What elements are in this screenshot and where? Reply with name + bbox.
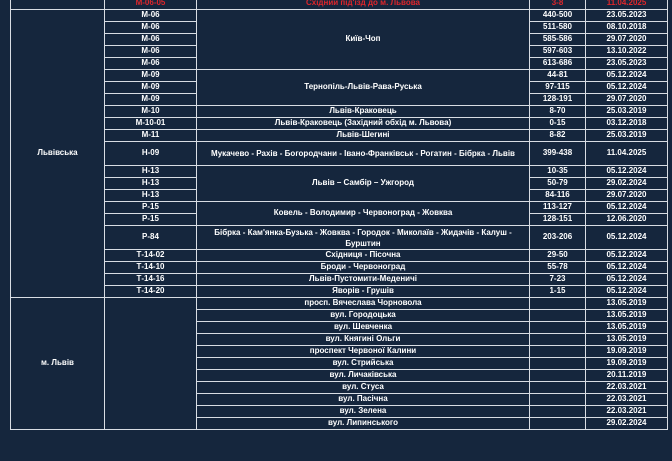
km-range-cell: 50-79: [530, 178, 586, 190]
km-range-cell: 97-115: [530, 82, 586, 94]
road-code-cell-blank: [105, 298, 197, 430]
km-range-cell: 128-191: [530, 94, 586, 106]
date-cell: 05.12.2024: [586, 166, 668, 178]
road-section-cell: Бібрка - Кам'янка-Бузька - Жовква - Городок - Миколаїв - Жидачів - Калуш - Бурштин: [197, 226, 530, 250]
date-cell: 29.07.2020: [586, 190, 668, 202]
road-section-cell: Київ-Чоп: [197, 10, 530, 70]
table-row: [11, 0, 668, 10]
date-cell: 29.07.2020: [586, 94, 668, 106]
date-cell: 08.10.2018: [586, 22, 668, 34]
road-code-cell: Т-14-20: [105, 286, 197, 298]
road-code-cell: Р-84: [105, 226, 197, 250]
date-cell: 03.12.2018: [586, 118, 668, 130]
table-row: [11, 250, 668, 262]
km-range-cell: [530, 334, 586, 346]
road-code-cell: Н-13: [105, 190, 197, 202]
road-section-cell: Львів-Шегині: [197, 130, 530, 142]
date-cell: 29.02.2024: [586, 418, 668, 430]
road-section-cell: Тернопіль-Львів-Рава-Руська: [197, 70, 530, 106]
km-range-cell: 0-15: [530, 118, 586, 130]
road-code-cell: Р-15: [105, 214, 197, 226]
table-row: [11, 70, 668, 82]
km-range-cell: 613-686: [530, 58, 586, 70]
table-row: [11, 262, 668, 274]
road-code-cell: Н-13: [105, 166, 197, 178]
road-code-cell: Т-14-10: [105, 262, 197, 274]
road-section-cell: Львів-Краковець: [197, 106, 530, 118]
road-section-cell: Ковель - Володимир - Червоноград - Жовква: [197, 202, 530, 226]
date-cell: 29.07.2020: [586, 34, 668, 46]
km-range-cell: [530, 322, 586, 334]
road-code-cell: М-06-05: [105, 0, 197, 10]
road-code-cell: М-10-01: [105, 118, 197, 130]
km-range-cell: 7-23: [530, 274, 586, 286]
km-range-cell: 128-151: [530, 214, 586, 226]
km-range-cell: 10-35: [530, 166, 586, 178]
road-code-cell: М-10: [105, 106, 197, 118]
road-code-cell: М-09: [105, 94, 197, 106]
road-code-cell: М-11: [105, 130, 197, 142]
table-row: [11, 226, 668, 250]
road-code-cell: М-06: [105, 58, 197, 70]
table-row: [11, 130, 668, 142]
km-range-cell: 8-82: [530, 130, 586, 142]
km-range-cell: 203-206: [530, 226, 586, 250]
table-row: [11, 286, 668, 298]
date-cell: 05.12.2024: [586, 286, 668, 298]
road-section-cell: Мукачево - Рахів - Богородчани - Івано-Франківськ - Рогатин - Бібрка - Львів: [197, 142, 530, 166]
street-cell: вул. Пасічна: [197, 394, 530, 406]
street-cell: вул. Личаківська: [197, 370, 530, 382]
date-cell: 22.03.2021: [586, 394, 668, 406]
road-code-cell: М-06: [105, 22, 197, 34]
road-code-cell: Н-13: [105, 178, 197, 190]
street-cell: вул. Городоцька: [197, 310, 530, 322]
road-section-cell: Львів-Пустомити-Меденичі: [197, 274, 530, 286]
date-cell: 13.05.2019: [586, 310, 668, 322]
table-row: [11, 106, 668, 118]
road-section-cell: Східний під'їзд до м. Львова: [197, 0, 530, 10]
km-range-cell: 440-500: [530, 10, 586, 22]
road-code-cell: Р-15: [105, 202, 197, 214]
date-cell: 05.12.2024: [586, 274, 668, 286]
date-cell: 11.04.2025: [586, 142, 668, 166]
date-cell: 13.10.2022: [586, 46, 668, 58]
date-cell: 05.12.2024: [586, 70, 668, 82]
road-code-cell: М-09: [105, 70, 197, 82]
date-cell: 23.05.2023: [586, 10, 668, 22]
table-row: [11, 298, 668, 310]
date-cell: 25.03.2019: [586, 130, 668, 142]
table-row: [11, 166, 668, 178]
date-cell: 19.09.2019: [586, 358, 668, 370]
street-cell: просп. Вячеслава Чорновола: [197, 298, 530, 310]
date-cell: 05.12.2024: [586, 250, 668, 262]
km-range-cell: [530, 298, 586, 310]
road-section-cell: Яворів - Грушів: [197, 286, 530, 298]
street-cell: вул. Липинського: [197, 418, 530, 430]
road-section-cell: Львів-Краковець (Західний обхід м. Львова): [197, 118, 530, 130]
km-range-cell: 399-438: [530, 142, 586, 166]
table-row: [11, 118, 668, 130]
table-row: [11, 274, 668, 286]
road-section-cell: Львів – Самбір – Ужгород: [197, 166, 530, 202]
km-range-cell: 113-127: [530, 202, 586, 214]
table-body: [11, 0, 668, 430]
table-row: [11, 202, 668, 214]
street-cell: вул. Шевченка: [197, 322, 530, 334]
road-section-cell: Східниця - Пісочна: [197, 250, 530, 262]
street-cell: вул. Княгині Ольги: [197, 334, 530, 346]
km-range-cell: [530, 346, 586, 358]
date-cell: 05.12.2024: [586, 82, 668, 94]
road-code-cell: Т-14-16: [105, 274, 197, 286]
region-cell-blank: [11, 0, 105, 10]
km-range-cell: [530, 382, 586, 394]
city-cell: м. Львів: [11, 298, 105, 430]
date-cell: 13.05.2019: [586, 334, 668, 346]
km-range-cell: 84-116: [530, 190, 586, 202]
road-code-cell: М-06: [105, 34, 197, 46]
date-cell: 25.03.2019: [586, 106, 668, 118]
date-cell: 12.06.2020: [586, 214, 668, 226]
km-range-cell: [530, 394, 586, 406]
road-code-cell: М-06: [105, 10, 197, 22]
street-cell: вул. Стрийська: [197, 358, 530, 370]
date-cell: 29.02.2024: [586, 178, 668, 190]
km-range-cell: 8-70: [530, 106, 586, 118]
date-cell: 20.11.2019: [586, 370, 668, 382]
street-cell: проспект Червоної Калини: [197, 346, 530, 358]
km-range-cell: 3-8: [530, 0, 586, 10]
km-range-cell: 1-15: [530, 286, 586, 298]
date-cell: 05.12.2024: [586, 202, 668, 214]
road-code-cell: М-09: [105, 82, 197, 94]
km-range-cell: [530, 310, 586, 322]
road-code-cell: Т-14-02: [105, 250, 197, 262]
table-row: [11, 10, 668, 22]
date-cell: 05.12.2024: [586, 262, 668, 274]
km-range-cell: 55-78: [530, 262, 586, 274]
table-row: [11, 142, 668, 166]
date-cell: 05.12.2024: [586, 226, 668, 250]
date-cell: 11.04.2025: [586, 0, 668, 10]
street-cell: вул. Зелена: [197, 406, 530, 418]
date-cell: 22.03.2021: [586, 406, 668, 418]
date-cell: 23.05.2023: [586, 58, 668, 70]
date-cell: 22.03.2021: [586, 382, 668, 394]
km-range-cell: 44-81: [530, 70, 586, 82]
km-range-cell: [530, 358, 586, 370]
km-range-cell: 29-50: [530, 250, 586, 262]
road-code-cell: Н-09: [105, 142, 197, 166]
km-range-cell: 585-586: [530, 34, 586, 46]
date-cell: 13.05.2019: [586, 322, 668, 334]
km-range-cell: [530, 370, 586, 382]
region-cell: Львівська: [11, 10, 105, 298]
road-code-cell: М-06: [105, 46, 197, 58]
km-range-cell: [530, 406, 586, 418]
road-section-cell: Броди - Червоноград: [197, 262, 530, 274]
street-cell: вул. Стуса: [197, 382, 530, 394]
km-range-cell: 511-580: [530, 22, 586, 34]
km-range-cell: [530, 418, 586, 430]
date-cell: 13.05.2019: [586, 298, 668, 310]
date-cell: 19.09.2019: [586, 346, 668, 358]
km-range-cell: 597-603: [530, 46, 586, 58]
road-repair-table: [10, 0, 668, 430]
